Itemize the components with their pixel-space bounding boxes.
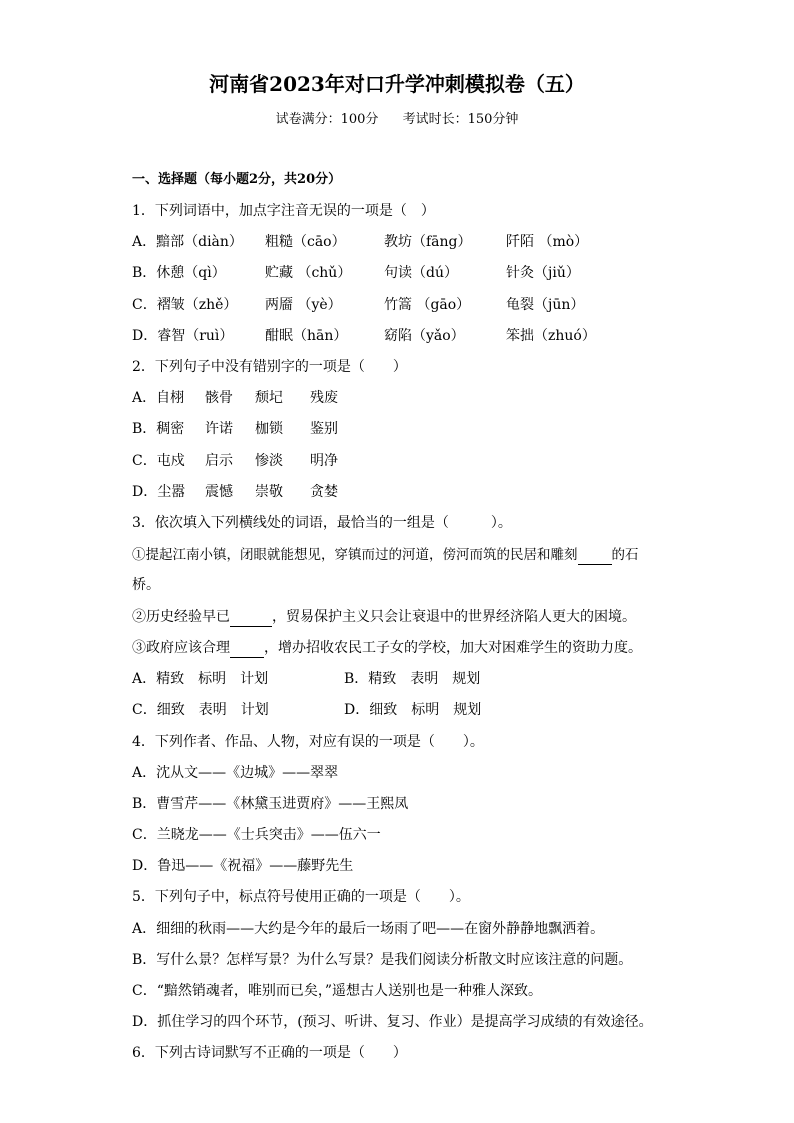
question-1-stem: 1．下列词语中，加点字注音无误的一项是（ ） <box>132 203 435 219</box>
q4-option-d: D．鲁迅——《祝福》——藤野先生 <box>132 858 354 874</box>
q1-option-cell: 龟裂（jūn） <box>506 297 585 313</box>
q1-option-cell: 窈陷（yǎo） <box>384 328 465 344</box>
question-4-stem: 4．下列作者、作品、人物，对应有误的一项是（ ）。 <box>132 734 484 750</box>
q1-option-cell: 笨拙（zhuó） <box>506 328 596 344</box>
q3-option-c: C．细致 表明 计划 <box>132 702 269 718</box>
q4-option-b: B．曹雪芹——《林黛玉进贾府》——王熙凤 <box>132 796 409 812</box>
q2-option-cell: B．稠密 <box>132 421 185 437</box>
q2-option-cell: 鉴别 <box>310 421 338 437</box>
q1-option-cell: A．黯部（diàn） <box>132 234 243 250</box>
q2-option-cell: 贪婪 <box>310 484 338 500</box>
q1-option-cell: 粗糙（cāo） <box>265 234 346 250</box>
q1-option-cell: 酣眠（hān） <box>265 328 348 344</box>
q1-option-cell: 贮藏 （chǔ） <box>265 265 352 281</box>
sentence-2-text: ②历史经验早已 <box>132 609 230 625</box>
sentence-3-text: ③政府应该合理 <box>132 640 230 656</box>
question-3-sentence-3 <box>132 638 642 658</box>
q2-option-cell: D．尘嚣 <box>132 484 186 500</box>
q2-option-cell: 惨淡 <box>255 453 283 469</box>
question-3-sentence-2 <box>132 607 636 627</box>
q1-option-cell: 句读（dú） <box>384 265 458 281</box>
q2-option-cell: 崇敬 <box>255 484 283 500</box>
page-title: 河南省2023年对口升学冲刺模拟卷（五） <box>209 72 585 96</box>
answer-blank <box>578 550 612 565</box>
sentence-2-tail: ，贸易保护主义只会让衰退中的世界经济陷人更大的困境。 <box>272 609 636 625</box>
q1-option-cell: 两靥 （yè） <box>265 297 342 313</box>
q2-option-cell: 颓圮 <box>255 390 283 406</box>
question-3-sentence-1-cont: 桥。 <box>132 577 160 593</box>
q1-option-cell: 阡陌 （mò） <box>506 234 589 250</box>
q2-option-cell: 许诺 <box>205 421 233 437</box>
full-score-text: 试卷满分：100分 <box>275 112 379 127</box>
question-3-sentence-1 <box>132 545 639 565</box>
q2-option-cell: A．自栩 <box>132 390 185 406</box>
q3-option-d: D．细致 标明 规划 <box>344 702 482 718</box>
q1-option-cell: 针灸（jiǔ） <box>506 265 580 281</box>
q2-option-cell: 明净 <box>310 453 338 469</box>
q5-option-d: D．抓住学习的四个环节，(预习、听讲、复习、作业）是提高学习成绩的有效途径。 <box>132 1014 653 1030</box>
q4-option-a: A．沈从文——《边城》——翠翠 <box>132 765 339 781</box>
sentence-3-tail: ，增办招收农民工子女的学校，加大对困难学生的资助力度。 <box>264 640 642 656</box>
q2-option-cell: 骸骨 <box>205 390 233 406</box>
exam-info <box>0 108 794 127</box>
q2-option-cell: 枷锁 <box>255 421 283 437</box>
answer-blank <box>230 612 272 627</box>
sentence-1-text: ①提起江南小镇，闭眼就能想见，穿镇而过的河道，傍河而筑的民居和雕刻 <box>132 547 578 563</box>
q3-option-a: A．精致 标明 计划 <box>132 671 269 687</box>
q1-option-cell: C．褶皱（zhě） <box>132 297 238 313</box>
q2-option-cell: C．屯戍 <box>132 453 185 469</box>
q5-option-b: B．写什么景？怎样写景？为什么写景？是我们阅读分析散文时应该注意的问题。 <box>132 952 633 968</box>
section-heading: 一、选择题（每小题2分，共20分） <box>132 172 342 187</box>
q1-option-cell: B．休憩（qì） <box>132 265 226 281</box>
q4-option-c: C．兰晓龙——《士兵突击》——伍六一 <box>132 827 381 843</box>
q5-option-a: A．细细的秋雨——大约是今年的最后一场雨了吧——在窗外静静地飘洒着。 <box>132 921 605 937</box>
q5-option-c: C．“黯然销魂者，唯别而已矣，”遥想古人送别也是一种雅人深致。 <box>132 983 543 999</box>
duration-text: 考试时长：150分钟 <box>402 112 519 127</box>
question-2-stem: 2．下列句子中没有错别字的一项是（ ） <box>132 359 407 375</box>
question-5-stem: 5．下列句子中，标点符号使用正确的一项是（ ）。 <box>132 889 470 905</box>
q1-option-cell: 竹篙 （gāo） <box>384 297 471 313</box>
q2-option-cell: 残废 <box>310 390 338 406</box>
question-6-stem: 6．下列古诗词默写不正确的一项是（ ） <box>132 1045 407 1061</box>
q1-option-cell: 教坊（fāng） <box>384 234 472 250</box>
q1-option-cell: D．睿智（ruì） <box>132 328 234 344</box>
q2-option-cell: 震憾 <box>205 484 233 500</box>
sentence-1-tail: 的石 <box>611 547 639 563</box>
q3-option-b: B．精致 表明 规划 <box>344 671 481 687</box>
answer-blank <box>230 643 264 658</box>
question-3-stem: 3．依次填入下列横线处的词语，最恰当的一组是（ ）。 <box>132 515 512 531</box>
q2-option-cell: 启示 <box>205 453 233 469</box>
